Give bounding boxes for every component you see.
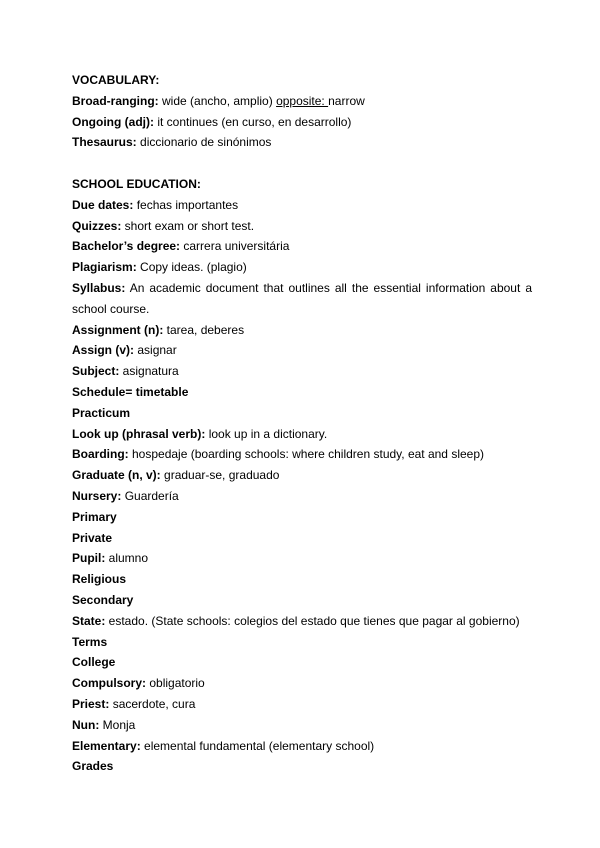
glossary-entry bbox=[72, 361, 532, 382]
glossary-definition: look up in a dictionary. bbox=[205, 426, 328, 441]
glossary-entry bbox=[72, 756, 532, 777]
glossary-entry bbox=[72, 236, 532, 257]
glossary-term: Secondary bbox=[72, 592, 134, 607]
glossary-entry bbox=[72, 673, 532, 694]
vocabulary-heading: VOCABULARY: bbox=[72, 73, 160, 87]
glossary-term: Nursery: bbox=[72, 488, 122, 503]
vocab-definition: it continues (en curso, en desarrollo) bbox=[153, 114, 352, 129]
school-education-heading: SCHOOL EDUCATION: bbox=[72, 176, 201, 191]
glossary-definition: short exam or short test. bbox=[121, 218, 255, 233]
glossary-entry bbox=[72, 444, 532, 465]
glossary-term: Assignment (n): bbox=[72, 322, 164, 337]
glossary-definition: estado. (State schools: colegios del estado que tienes que pagar al gobierno) bbox=[105, 613, 520, 628]
glossary-entry bbox=[72, 465, 532, 486]
glossary-definition: asignar bbox=[134, 343, 177, 358]
glossary-term: Terms bbox=[72, 634, 108, 649]
glossary-term: Nun: bbox=[72, 717, 100, 732]
glossary-term: Priest: bbox=[72, 696, 110, 711]
glossary-entry bbox=[72, 320, 532, 341]
glossary-entry bbox=[72, 569, 532, 590]
glossary-term: Plagiarism: bbox=[72, 260, 137, 275]
glossary-entry bbox=[72, 486, 532, 507]
glossary-definition: elemental fundamental (elementary school) bbox=[140, 738, 375, 753]
glossary-entry bbox=[72, 403, 532, 424]
glossary-term: Syllabus: bbox=[72, 280, 126, 295]
glossary-entry bbox=[72, 611, 532, 632]
glossary-entry bbox=[72, 424, 532, 445]
glossary-definition: An academic document that outlines all the essential information about a school course. bbox=[72, 280, 532, 316]
vocab-definition: diccionario de sinónimos bbox=[136, 135, 272, 150]
glossary-entry bbox=[72, 195, 532, 216]
vocab-entry-broad-ranging bbox=[72, 91, 532, 112]
opposite-label: opposite: bbox=[276, 93, 329, 108]
glossary-term: Grades bbox=[72, 759, 114, 774]
vocab-opposite: narrow bbox=[328, 93, 365, 108]
glossary-entry bbox=[72, 257, 532, 278]
glossary-definition: sacerdote, cura bbox=[109, 696, 196, 711]
school-terms-list bbox=[72, 195, 532, 777]
vocab-term: Thesaurus: bbox=[72, 135, 137, 150]
glossary-term: College bbox=[72, 655, 116, 670]
glossary-entry bbox=[72, 652, 532, 673]
glossary-term: Boarding: bbox=[72, 447, 129, 462]
vocab-term: Broad-ranging: bbox=[72, 93, 159, 108]
glossary-definition: carrera universitária bbox=[180, 239, 290, 254]
glossary-term: Schedule= timetable bbox=[72, 384, 189, 399]
document-page bbox=[72, 70, 532, 777]
glossary-entry bbox=[72, 528, 532, 549]
vocab-term: Ongoing (adj): bbox=[72, 114, 154, 129]
glossary-entry bbox=[72, 278, 532, 320]
glossary-entry bbox=[72, 548, 532, 569]
glossary-definition: fechas importantes bbox=[133, 197, 239, 212]
glossary-definition: obligatorio bbox=[146, 676, 205, 691]
vocab-entry-ongoing bbox=[72, 112, 532, 133]
glossary-entry bbox=[72, 715, 532, 736]
glossary-entry bbox=[72, 340, 532, 361]
glossary-term: Subject: bbox=[72, 364, 120, 379]
glossary-entry bbox=[72, 736, 532, 757]
glossary-entry bbox=[72, 507, 532, 528]
section-spacer bbox=[72, 153, 532, 174]
glossary-term: Private bbox=[72, 530, 113, 545]
glossary-definition: Monja bbox=[99, 717, 136, 732]
glossary-definition: Copy ideas. (plagio) bbox=[136, 260, 247, 275]
glossary-entry bbox=[72, 694, 532, 715]
glossary-definition: graduar-se, graduado bbox=[160, 468, 280, 483]
glossary-entry bbox=[72, 632, 532, 653]
glossary-entry bbox=[72, 382, 532, 403]
glossary-term: Practicum bbox=[72, 405, 131, 420]
glossary-definition: Guardería bbox=[121, 488, 179, 503]
glossary-term: Pupil: bbox=[72, 551, 106, 566]
glossary-term: State: bbox=[72, 613, 106, 628]
glossary-term: Compulsory: bbox=[72, 676, 147, 691]
glossary-term: Primary bbox=[72, 509, 117, 524]
glossary-term: Quizzes: bbox=[72, 218, 122, 233]
glossary-term: Elementary: bbox=[72, 738, 141, 753]
vocab-definition: wide (ancho, amplio) bbox=[158, 93, 277, 108]
glossary-term: Graduate (n, v): bbox=[72, 468, 161, 483]
glossary-term: Bachelor’s degree: bbox=[72, 239, 181, 254]
glossary-term: Look up (phrasal verb): bbox=[72, 426, 206, 441]
glossary-definition: asignatura bbox=[119, 364, 179, 379]
glossary-definition: alumno bbox=[105, 551, 149, 566]
glossary-entry bbox=[72, 216, 532, 237]
glossary-term: Due dates: bbox=[72, 197, 134, 212]
glossary-entry bbox=[72, 590, 532, 611]
glossary-term: Religious bbox=[72, 572, 127, 587]
glossary-term: Assign (v): bbox=[72, 343, 135, 358]
glossary-definition: hospedaje (boarding schools: where children study, eat and sleep) bbox=[128, 447, 485, 462]
glossary-definition: tarea, deberes bbox=[163, 322, 245, 337]
vocab-entry-thesaurus bbox=[72, 132, 532, 153]
